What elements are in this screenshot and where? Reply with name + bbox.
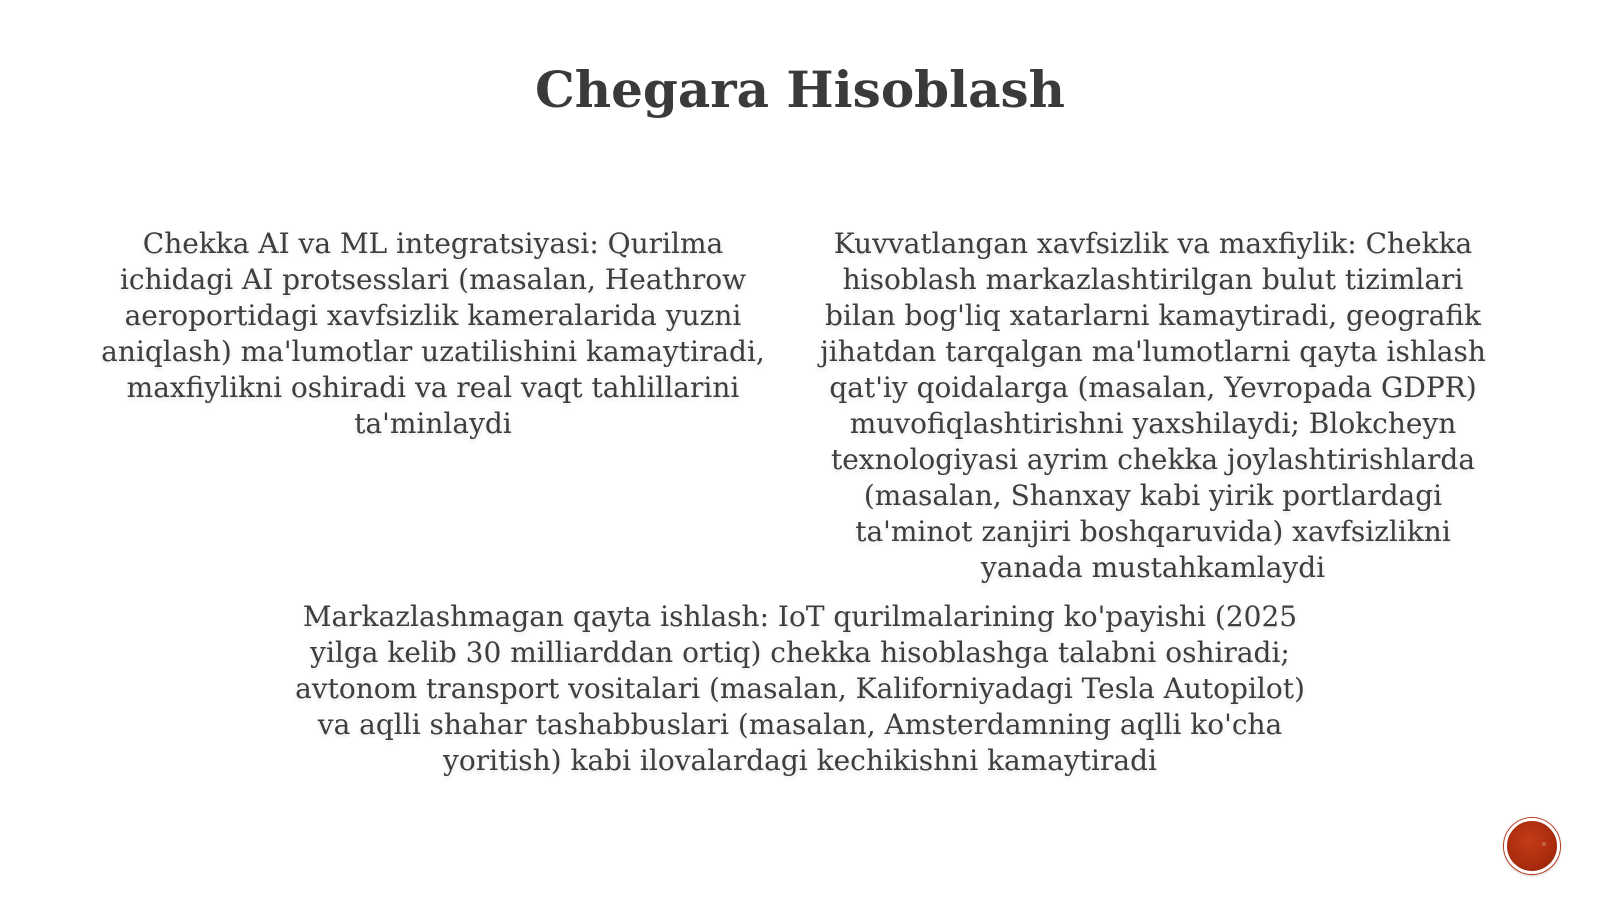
text-block-edge-ai: Chekka AI va ML integratsiyasi: Qurilma ichidagi AI protsesslari (masalan, Heathrow aeroportidagi xavfsizlik kameralarida yuzni aniqlash) ma'lumotlar uzatilishini kamaytiradi, maxfiylikni oshiradi va real vaqt tahlillarini ta'minlaydi xyxy=(101,227,765,440)
text-block-decentralized-processing: Markazlashmagan qayta ishlash: IoT qurilmalarining ko'payishi (2025 yilga kelib 30 milliarddan ortiq) chekka hisoblashga talabni oshiradi; avtonom transport vositalari (masalan, Kaliforniyadagi Tesla Autopilot) va aqlli shahar tashabbuslari (masalan, Amsterdamning aqlli ko'cha yoritish) kabi ilovalardagi kechikishni kamaytiradi xyxy=(295,600,1305,777)
text-block-security-privacy: Kuvvatlangan xavfsizlik va maxfiylik: Chekka hisoblash markazlashtirilgan bulut tizimlari bilan bog'liq xatarlarni kamaytiradi, geografik jihatdan tarqalgan ma'lumotlarni qayta ishlash qat'iy qoidalarga (masalan, Yevropada GDPR) muvofiqlashtirishni yaxshilaydi; Blokcheyn texnologiyasi ayrim chekka joylashtirishlarda (masalan, Shanxay kabi yirik portlardagi ta'minot zanjiri boshqaruvida) xavfsizlikni yanada mustahkamlaydi xyxy=(820,227,1486,584)
slide-title: Chegara Hisoblash xyxy=(534,60,1066,119)
circle-nav-icon xyxy=(1542,842,1546,846)
slide-nav-button[interactable] xyxy=(1504,818,1560,874)
